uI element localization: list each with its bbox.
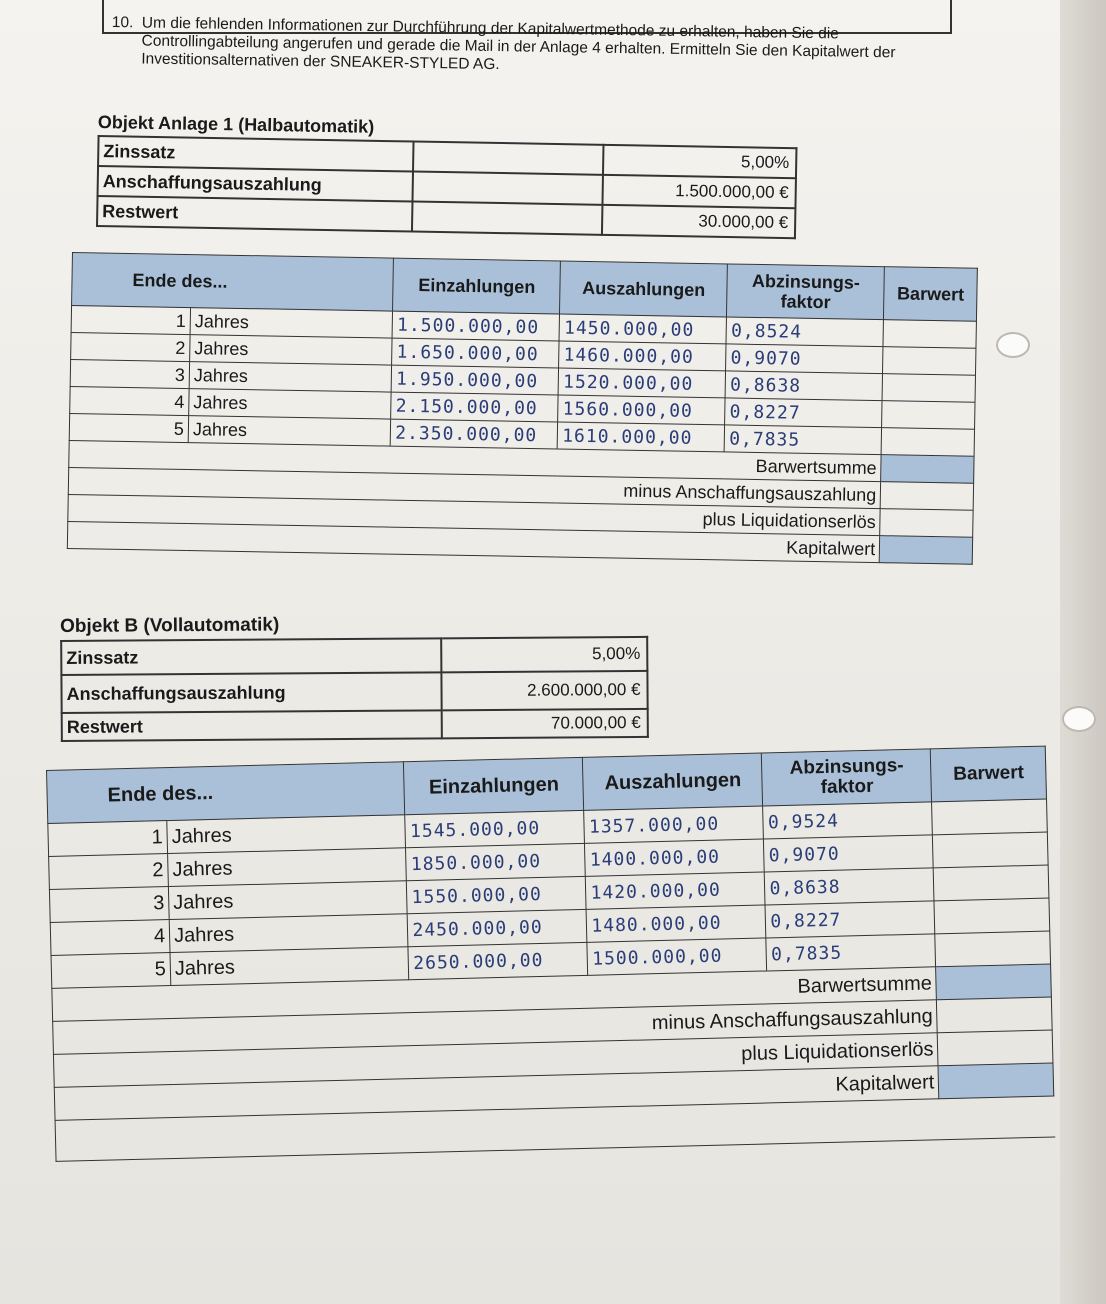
objekt-a-title: Objekt Anlage 1 (Halbautomatik) — [97, 112, 375, 137]
barwert-cell — [883, 347, 976, 376]
header-faktor: Abzinsungs- faktor — [762, 749, 932, 806]
year-label: Jahres — [190, 335, 393, 366]
year-label: Jahres — [168, 848, 407, 887]
auszahlung-value: 1460.000,00 — [559, 341, 726, 371]
task-text: Um die fehlenden Informationen zur Durchführung der Kapitalwertmethode zu erhalten, haben Sie die Controllingabteilung angerufen und gerade die Mail in der Anlage 4 erhalten. Ermitteln Sie den Kapitalwert der Investitionsalternativen der SNEAKER-STYLED AG. — [141, 14, 896, 74]
punch-hole — [1062, 706, 1096, 732]
barwert-cell — [934, 898, 1049, 934]
kapitalwert-cell — [880, 536, 973, 565]
barwertsumme-label: Barwertsumme — [52, 967, 937, 1022]
minus-anschaffung-cell — [937, 997, 1052, 1033]
faktor-value: 0,7835 — [724, 425, 881, 455]
objekt-a-param-table — [96, 135, 797, 239]
faktor-value: 0,7835 — [766, 934, 936, 971]
restwert-value: 30.000,00 € — [602, 205, 795, 238]
header-einzahlungen: Einzahlungen — [404, 757, 584, 814]
year-label: Jahres — [167, 815, 406, 854]
auszahlung-value: 1500.000,00 — [587, 938, 767, 975]
plus-liquidation-cell — [880, 509, 973, 538]
year-label: Jahres — [188, 416, 391, 447]
zinssatz-value: 5,00% — [603, 145, 796, 178]
minus-anschaffung-cell — [880, 482, 973, 511]
empty-cell — [411, 201, 602, 234]
header-faktor: Abzinsungs- faktor — [727, 264, 885, 320]
header-ende: Ende des... — [72, 253, 394, 312]
zinssatz-label: Zinssatz — [61, 638, 441, 675]
barwert-cell — [932, 799, 1047, 835]
year-label: Jahres — [170, 947, 409, 986]
einzahlung-value: 2650.000,00 — [408, 942, 588, 979]
faktor-value: 0,9524 — [763, 802, 933, 839]
faktor-value: 0,8227 — [765, 901, 935, 938]
auszahlung-value: 1357.000,00 — [584, 806, 764, 843]
auszahlung-value: 1480.000,00 — [587, 905, 767, 942]
auszahlung-value: 1610.000,00 — [557, 422, 724, 452]
einzahlung-value: 2.350.000,00 — [390, 419, 557, 449]
einzahlung-value: 2.150.000,00 — [391, 392, 558, 422]
header-auszahlungen: Auszahlungen — [560, 261, 728, 317]
zinssatz-label: Zinssatz — [98, 136, 413, 171]
year-number: 5 — [69, 413, 188, 442]
year-number: 3 — [70, 359, 189, 388]
paper-edge — [1060, 0, 1106, 1304]
einzahlung-value: 1.500.000,00 — [392, 311, 559, 341]
barwert-cell — [934, 865, 1049, 901]
year-label: Jahres — [189, 389, 392, 420]
objekt-a-cashflows — [67, 252, 978, 565]
kapitalwert-cell — [938, 1063, 1053, 1099]
restwert-value: 70.000,00 € — [442, 709, 648, 738]
year-label: Jahres — [190, 308, 393, 339]
einzahlung-value: 1.650.000,00 — [392, 338, 559, 368]
header-barwert: Barwert — [884, 267, 978, 322]
barwert-cell — [881, 428, 974, 457]
anschaffung-label: Anschaffungsauszahlung — [98, 166, 413, 201]
faktor-value: 0,8524 — [726, 317, 883, 347]
minus-anschaffung-label: minus Anschaffungsauszahlung — [68, 467, 881, 508]
year-number: 1 — [48, 821, 168, 857]
barwert-cell — [933, 832, 1048, 868]
objekt-b-params — [60, 612, 649, 742]
einzahlung-value: 1550.000,00 — [407, 876, 587, 913]
kapitalwert-label: Kapitalwert — [67, 521, 880, 562]
faktor-value: 0,8227 — [725, 398, 882, 428]
year-number: 4 — [50, 920, 170, 956]
header-auszahlungen: Auszahlungen — [583, 753, 763, 810]
einzahlung-value: 1545.000,00 — [405, 810, 585, 847]
plus-liquidation-cell — [938, 1030, 1053, 1066]
plus-liquidation-label: plus Liquidationserlös — [68, 494, 881, 535]
minus-anschaffung-label: minus Anschaffungsauszahlung — [53, 1000, 938, 1055]
kapitalwert-label: Kapitalwert — [54, 1066, 939, 1121]
barwert-cell — [935, 931, 1050, 967]
year-number: 5 — [51, 953, 171, 989]
barwert-cell — [882, 401, 975, 430]
year-label: Jahres — [189, 362, 392, 393]
year-number: 2 — [49, 854, 169, 890]
objekt-b-flow-table — [46, 746, 1055, 1162]
faktor-value: 0,9070 — [764, 835, 934, 872]
auszahlung-value: 1420.000,00 — [586, 872, 766, 909]
restwert-label: Restwert — [97, 196, 412, 231]
objekt-b-cashflows — [46, 746, 1055, 1162]
year-label: Jahres — [168, 881, 407, 920]
barwert-cell — [882, 374, 975, 403]
faktor-value: 0,9070 — [726, 344, 883, 374]
empty-cell — [413, 142, 604, 175]
einzahlung-value: 1.950.000,00 — [391, 365, 558, 395]
faktor-value: 0,8638 — [725, 371, 882, 401]
year-number: 4 — [70, 386, 189, 415]
restwert-label: Restwert — [62, 710, 442, 741]
auszahlung-value: 1400.000,00 — [585, 839, 765, 876]
einzahlung-value: 2450.000,00 — [408, 909, 588, 946]
auszahlung-value: 1560.000,00 — [558, 395, 725, 425]
anschaffung-value: 2.600.000,00 € — [441, 671, 647, 710]
plus-liquidation-label: plus Liquidationserlös — [53, 1033, 938, 1088]
barwert-cell — [883, 320, 976, 349]
barwertsumme-cell — [936, 964, 1051, 1000]
anschaffung-label: Anschaffungsauszahlung — [61, 672, 441, 713]
empty-cell — [412, 171, 603, 204]
einzahlung-value: 1850.000,00 — [406, 843, 586, 880]
year-number: 3 — [49, 887, 169, 923]
punch-hole — [996, 332, 1030, 358]
barwertsumme-cell — [881, 455, 974, 484]
objekt-b-title: Objekt B (Vollautomatik) — [60, 614, 280, 637]
objekt-a-params — [96, 112, 798, 239]
barwertsumme-label: Barwertsumme — [69, 440, 882, 481]
objekt-a-flow-table — [67, 252, 978, 565]
header-einzahlungen: Einzahlungen — [393, 258, 561, 314]
year-number: 1 — [71, 306, 190, 335]
year-label: Jahres — [169, 914, 408, 953]
anschaffung-value: 1.500.000,00 € — [603, 175, 796, 208]
faktor-value: 0,8638 — [765, 868, 935, 905]
header-ende: Ende des... — [47, 762, 406, 824]
year-number: 2 — [71, 332, 190, 361]
auszahlung-value: 1450.000,00 — [559, 314, 726, 344]
zinssatz-value: 5,00% — [441, 637, 647, 672]
objekt-b-param-table — [60, 636, 649, 742]
auszahlung-value: 1520.000,00 — [558, 368, 725, 398]
header-barwert: Barwert — [931, 746, 1047, 802]
task-number: 10. — [111, 14, 134, 32]
